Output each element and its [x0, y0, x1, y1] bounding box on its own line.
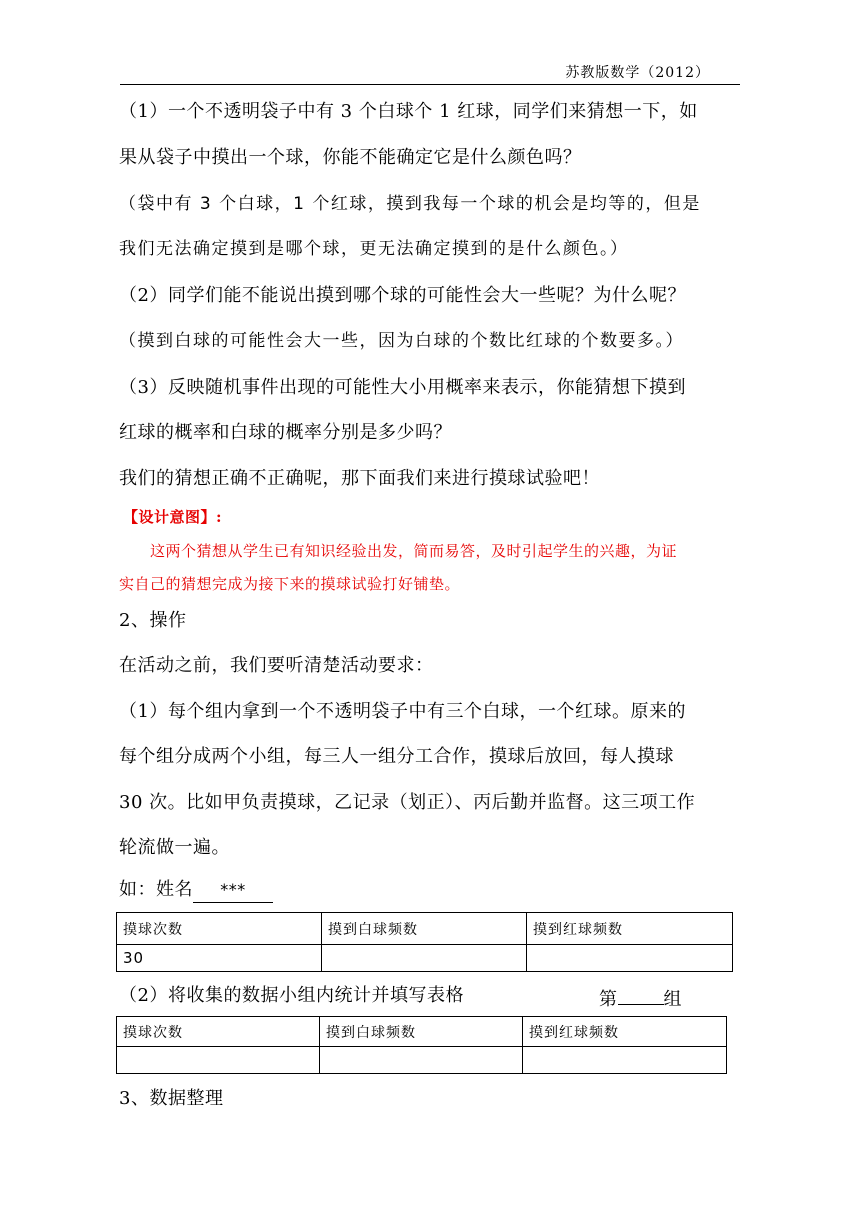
question-2: （2）同学们能不能说出摸到哪个球的可能性会大一些呢？为什么呢？	[119, 285, 686, 306]
section-2-heading: 2、操作	[119, 610, 187, 631]
answer-2: （摸到白球的可能性会大一些，因为白球的个数比红球的个数要多。）	[119, 331, 684, 351]
group-number-prefix: 第	[599, 989, 618, 1010]
requirement-1-line-3: 30 次。比如甲负责摸球，乙记录（划正）、丙后勤并监督。这三项工作	[119, 792, 696, 813]
example-name-value: ***	[193, 878, 273, 903]
answer-1-line-1: （袋中有 3 个白球，1 个红球，摸到我每一个球的机会是均等的，但是	[119, 194, 701, 214]
table-cell[interactable]	[527, 945, 733, 972]
question-3-line-2: 红球的概率和白球的概率分别是多少吗？	[119, 422, 452, 443]
requirement-2-line	[119, 984, 699, 1008]
table-header-cell: 摸球次数	[117, 913, 322, 945]
table-cell[interactable]	[117, 1047, 320, 1074]
individual-record-table	[116, 912, 733, 972]
requirement-1-line-1: （1）每个组内拿到一个不透明袋子中有三个白球，一个红球。原来的	[119, 701, 686, 722]
question-3-line-1: （3）反映随机事件出现的可能性大小用概率来表示，你能猜想下摸到	[119, 377, 686, 398]
design-intent-label: 【设计意图】:	[123, 508, 223, 526]
table-header-cell: 摸到红球频数	[527, 913, 733, 945]
table-row	[117, 1047, 727, 1074]
section-3-heading: 3、数据整理	[119, 1088, 224, 1109]
table-cell[interactable]: 30	[117, 945, 322, 972]
table-header-cell: 摸球次数	[117, 1017, 320, 1047]
example-name-line	[119, 878, 744, 903]
requirements-intro: 在活动之前，我们要听清楚活动要求：	[119, 655, 434, 676]
table-header-row	[117, 1017, 727, 1047]
header-rule	[120, 84, 740, 85]
header-title: 苏教版数学（2012）	[565, 65, 710, 81]
table-header-cell: 摸到白球频数	[320, 1017, 523, 1047]
requirement-1-line-2: 每个组分成两个小组，每三人一组分工合作，摸球后放回，每人摸球	[119, 746, 674, 767]
table-cell[interactable]	[322, 945, 527, 972]
group-summary-table	[116, 1016, 727, 1074]
table-row	[117, 945, 733, 972]
table-header-cell: 摸到红球频数	[523, 1017, 727, 1047]
table-cell[interactable]	[320, 1047, 523, 1074]
design-intent-line-1: 这两个猜想从学生已有知识经验出发，简而易答，及时引起学生的兴趣，为证	[150, 542, 678, 560]
design-intent-line-2: 实自己的猜想完成为接下来的摸球试验打好铺垫。	[119, 575, 461, 593]
group-number-field	[599, 984, 682, 1012]
example-name-label: 如：姓名	[119, 879, 193, 900]
requirement-1-line-4: 轮流做一遍。	[119, 837, 230, 858]
table-header-row	[117, 913, 733, 945]
group-number-suffix: 组	[663, 989, 682, 1010]
guess-sentence: 我们的猜想正确不正确呢，那下面我们来进行摸球试验吧！	[119, 468, 600, 489]
requirement-2-text: （2）将收集的数据小组内统计并填写表格	[119, 985, 464, 1006]
table-header-cell: 摸到白球频数	[322, 913, 527, 945]
question-1-line-2: 果从袋子中摸出一个球，你能不能确定它是什么颜色吗？	[119, 147, 582, 168]
question-1-line-1: （1）一个不透明袋子中有 3 个白球个 1 红球，同学们来猜想一下，如	[119, 101, 698, 122]
answer-1-line-2: 我们无法确定摸到是哪个球，更无法确定摸到的是什么颜色。）	[119, 239, 629, 259]
table-cell[interactable]	[523, 1047, 727, 1074]
group-number-blank[interactable]	[618, 984, 664, 1005]
